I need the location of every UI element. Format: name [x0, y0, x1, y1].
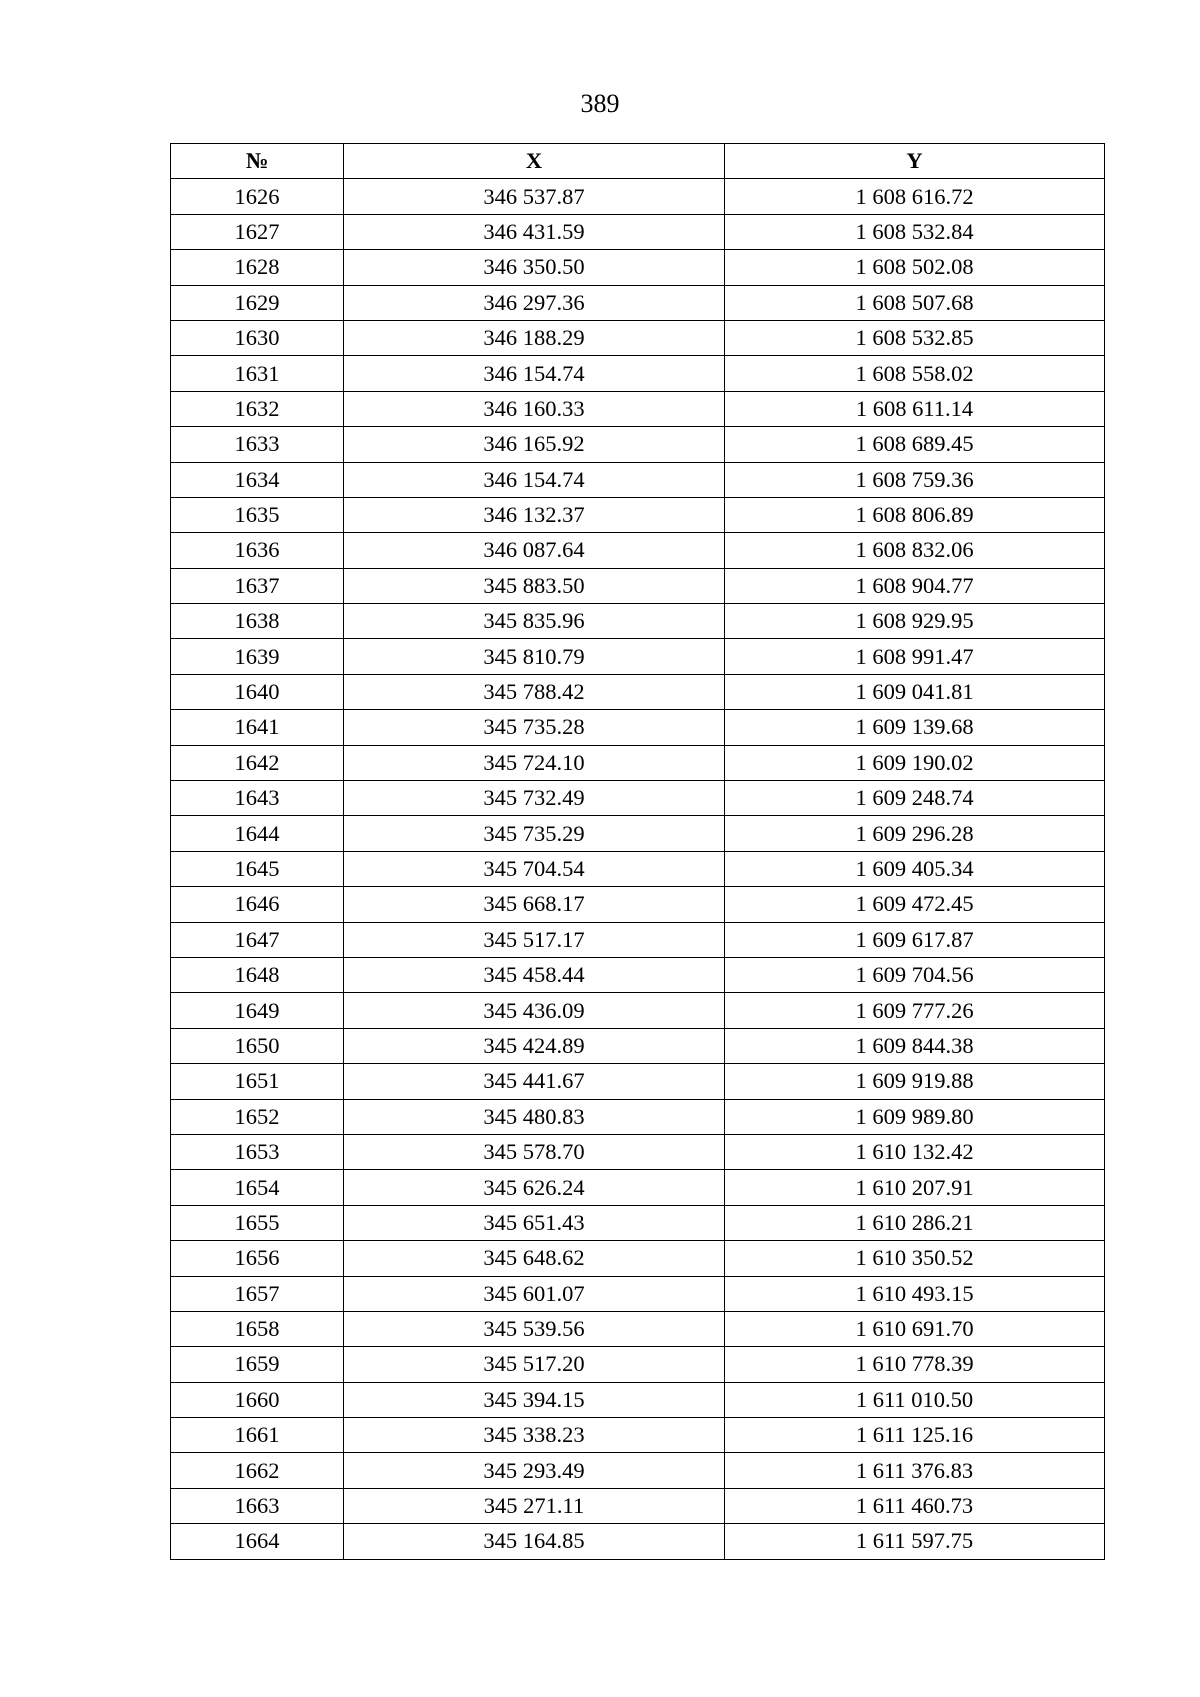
- x-coordinate-cell: 346 160.33: [344, 391, 725, 426]
- x-coordinate-cell: 345 517.20: [344, 1347, 725, 1382]
- point-number-cell: 1664: [171, 1524, 344, 1559]
- x-coordinate-cell: 345 424.89: [344, 1028, 725, 1063]
- point-number-cell: 1628: [171, 250, 344, 285]
- y-coordinate-cell: 1 608 611.14: [725, 391, 1105, 426]
- x-coordinate-cell: 345 338.23: [344, 1418, 725, 1453]
- point-number-cell: 1632: [171, 391, 344, 426]
- point-number-cell: 1660: [171, 1382, 344, 1417]
- x-coordinate-cell: 345 883.50: [344, 568, 725, 603]
- point-number-cell: 1661: [171, 1418, 344, 1453]
- y-coordinate-cell: 1 608 991.47: [725, 639, 1105, 674]
- x-coordinate-cell: 346 297.36: [344, 285, 725, 320]
- table-row: [171, 993, 1105, 1028]
- y-coordinate-cell: 1 609 472.45: [725, 887, 1105, 922]
- point-number-cell: 1648: [171, 957, 344, 992]
- table-row: [171, 851, 1105, 886]
- x-coordinate-cell: 345 539.56: [344, 1311, 725, 1346]
- table-row: [171, 674, 1105, 709]
- x-coordinate-cell: 345 835.96: [344, 604, 725, 639]
- table-row: [171, 1170, 1105, 1205]
- x-coordinate-cell: 346 188.29: [344, 320, 725, 355]
- point-number-cell: 1636: [171, 533, 344, 568]
- point-number-cell: 1643: [171, 781, 344, 816]
- table-row: [171, 781, 1105, 816]
- y-coordinate-cell: 1 608 532.84: [725, 214, 1105, 249]
- point-number-cell: 1652: [171, 1099, 344, 1134]
- y-coordinate-cell: 1 611 597.75: [725, 1524, 1105, 1559]
- table-row: [171, 1311, 1105, 1346]
- table-row: [171, 533, 1105, 568]
- x-coordinate-cell: 345 704.54: [344, 851, 725, 886]
- table-row: [171, 957, 1105, 992]
- table-row: [171, 1276, 1105, 1311]
- x-coordinate-cell: 346 087.64: [344, 533, 725, 568]
- x-coordinate-cell: 345 788.42: [344, 674, 725, 709]
- y-coordinate-cell: 1 609 919.88: [725, 1064, 1105, 1099]
- table-row: [171, 427, 1105, 462]
- column-header-y: Y: [725, 144, 1105, 179]
- table-row: [171, 922, 1105, 957]
- table-row: [171, 639, 1105, 674]
- y-coordinate-cell: 1 609 190.02: [725, 745, 1105, 780]
- point-number-cell: 1653: [171, 1134, 344, 1169]
- x-coordinate-cell: 345 441.67: [344, 1064, 725, 1099]
- table-row: [171, 1099, 1105, 1134]
- y-coordinate-cell: 1 609 617.87: [725, 922, 1105, 957]
- x-coordinate-cell: 345 735.29: [344, 816, 725, 851]
- y-coordinate-cell: 1 608 532.85: [725, 320, 1105, 355]
- table-row: [171, 568, 1105, 603]
- table-row: [171, 745, 1105, 780]
- point-number-cell: 1635: [171, 497, 344, 532]
- y-coordinate-cell: 1 608 929.95: [725, 604, 1105, 639]
- point-number-cell: 1663: [171, 1488, 344, 1523]
- point-number-cell: 1630: [171, 320, 344, 355]
- table-row: [171, 887, 1105, 922]
- y-coordinate-cell: 1 609 777.26: [725, 993, 1105, 1028]
- y-coordinate-cell: 1 609 139.68: [725, 710, 1105, 745]
- y-coordinate-cell: 1 611 460.73: [725, 1488, 1105, 1523]
- table-body: [171, 179, 1105, 1559]
- y-coordinate-cell: 1 609 844.38: [725, 1028, 1105, 1063]
- y-coordinate-cell: 1 608 759.36: [725, 462, 1105, 497]
- point-number-cell: 1659: [171, 1347, 344, 1382]
- y-coordinate-cell: 1 608 502.08: [725, 250, 1105, 285]
- table-row: [171, 1488, 1105, 1523]
- y-coordinate-cell: 1 611 125.16: [725, 1418, 1105, 1453]
- table-row: [171, 604, 1105, 639]
- x-coordinate-cell: 345 626.24: [344, 1170, 725, 1205]
- table-row: [171, 391, 1105, 426]
- x-coordinate-cell: 345 517.17: [344, 922, 725, 957]
- point-number-cell: 1633: [171, 427, 344, 462]
- x-coordinate-cell: 345 458.44: [344, 957, 725, 992]
- table-row: [171, 1064, 1105, 1099]
- table-row: [171, 1418, 1105, 1453]
- x-coordinate-cell: 345 394.15: [344, 1382, 725, 1417]
- y-coordinate-cell: 1 608 507.68: [725, 285, 1105, 320]
- point-number-cell: 1631: [171, 356, 344, 391]
- point-number-cell: 1629: [171, 285, 344, 320]
- table-header: [171, 144, 1105, 179]
- table-row: [171, 816, 1105, 851]
- x-coordinate-cell: 345 436.09: [344, 993, 725, 1028]
- point-number-cell: 1657: [171, 1276, 344, 1311]
- point-number-cell: 1626: [171, 179, 344, 214]
- x-coordinate-cell: 345 651.43: [344, 1205, 725, 1240]
- column-header-x: X: [344, 144, 725, 179]
- point-number-cell: 1637: [171, 568, 344, 603]
- y-coordinate-cell: 1 610 691.70: [725, 1311, 1105, 1346]
- point-number-cell: 1651: [171, 1064, 344, 1099]
- x-coordinate-cell: 345 735.28: [344, 710, 725, 745]
- point-number-cell: 1650: [171, 1028, 344, 1063]
- point-number-cell: 1646: [171, 887, 344, 922]
- table-row: [171, 250, 1105, 285]
- y-coordinate-cell: 1 609 248.74: [725, 781, 1105, 816]
- table-row: [171, 285, 1105, 320]
- y-coordinate-cell: 1 609 405.34: [725, 851, 1105, 886]
- table-row: [171, 1347, 1105, 1382]
- x-coordinate-cell: 346 350.50: [344, 250, 725, 285]
- x-coordinate-cell: 346 431.59: [344, 214, 725, 249]
- table-row: [171, 710, 1105, 745]
- point-number-cell: 1627: [171, 214, 344, 249]
- y-coordinate-cell: 1 608 558.02: [725, 356, 1105, 391]
- table-row: [171, 356, 1105, 391]
- y-coordinate-cell: 1 608 832.06: [725, 533, 1105, 568]
- x-coordinate-cell: 346 132.37: [344, 497, 725, 532]
- table-row: [171, 462, 1105, 497]
- table-row: [171, 1028, 1105, 1063]
- x-coordinate-cell: 345 164.85: [344, 1524, 725, 1559]
- point-number-cell: 1654: [171, 1170, 344, 1205]
- y-coordinate-cell: 1 608 806.89: [725, 497, 1105, 532]
- y-coordinate-cell: 1 609 296.28: [725, 816, 1105, 851]
- y-coordinate-cell: 1 610 207.91: [725, 1170, 1105, 1205]
- coordinates-table: [170, 143, 1105, 1560]
- point-number-cell: 1655: [171, 1205, 344, 1240]
- point-number-cell: 1649: [171, 993, 344, 1028]
- point-number-cell: 1645: [171, 851, 344, 886]
- y-coordinate-cell: 1 610 350.52: [725, 1241, 1105, 1276]
- point-number-cell: 1644: [171, 816, 344, 851]
- x-coordinate-cell: 345 724.10: [344, 745, 725, 780]
- table-row: [171, 1205, 1105, 1240]
- y-coordinate-cell: 1 608 616.72: [725, 179, 1105, 214]
- y-coordinate-cell: 1 610 132.42: [725, 1134, 1105, 1169]
- y-coordinate-cell: 1 609 704.56: [725, 957, 1105, 992]
- y-coordinate-cell: 1 608 689.45: [725, 427, 1105, 462]
- x-coordinate-cell: 345 732.49: [344, 781, 725, 816]
- point-number-cell: 1641: [171, 710, 344, 745]
- x-coordinate-cell: 346 537.87: [344, 179, 725, 214]
- table-row: [171, 1524, 1105, 1559]
- table-row: [171, 497, 1105, 532]
- x-coordinate-cell: 346 154.74: [344, 462, 725, 497]
- x-coordinate-cell: 345 271.11: [344, 1488, 725, 1523]
- point-number-cell: 1658: [171, 1311, 344, 1346]
- table-row: [171, 214, 1105, 249]
- x-coordinate-cell: 345 810.79: [344, 639, 725, 674]
- point-number-cell: 1638: [171, 604, 344, 639]
- y-coordinate-cell: 1 609 041.81: [725, 674, 1105, 709]
- x-coordinate-cell: 345 601.07: [344, 1276, 725, 1311]
- y-coordinate-cell: 1 610 286.21: [725, 1205, 1105, 1240]
- point-number-cell: 1639: [171, 639, 344, 674]
- y-coordinate-cell: 1 610 778.39: [725, 1347, 1105, 1382]
- x-coordinate-cell: 346 154.74: [344, 356, 725, 391]
- x-coordinate-cell: 345 480.83: [344, 1099, 725, 1134]
- y-coordinate-cell: 1 611 010.50: [725, 1382, 1105, 1417]
- y-coordinate-cell: 1 610 493.15: [725, 1276, 1105, 1311]
- table-row: [171, 179, 1105, 214]
- table-row: [171, 320, 1105, 355]
- point-number-cell: 1642: [171, 745, 344, 780]
- table-header-row: [171, 144, 1105, 179]
- table-row: [171, 1134, 1105, 1169]
- point-number-cell: 1640: [171, 674, 344, 709]
- table-row: [171, 1241, 1105, 1276]
- page-number: 389: [580, 89, 620, 118]
- x-coordinate-cell: 345 578.70: [344, 1134, 725, 1169]
- x-coordinate-cell: 345 648.62: [344, 1241, 725, 1276]
- point-number-cell: 1634: [171, 462, 344, 497]
- point-number-cell: 1656: [171, 1241, 344, 1276]
- y-coordinate-cell: 1 608 904.77: [725, 568, 1105, 603]
- column-header-number: №: [171, 144, 344, 179]
- x-coordinate-cell: 345 668.17: [344, 887, 725, 922]
- y-coordinate-cell: 1 611 376.83: [725, 1453, 1105, 1488]
- table-row: [171, 1453, 1105, 1488]
- point-number-cell: 1662: [171, 1453, 344, 1488]
- x-coordinate-cell: 345 293.49: [344, 1453, 725, 1488]
- y-coordinate-cell: 1 609 989.80: [725, 1099, 1105, 1134]
- point-number-cell: 1647: [171, 922, 344, 957]
- x-coordinate-cell: 346 165.92: [344, 427, 725, 462]
- table-row: [171, 1382, 1105, 1417]
